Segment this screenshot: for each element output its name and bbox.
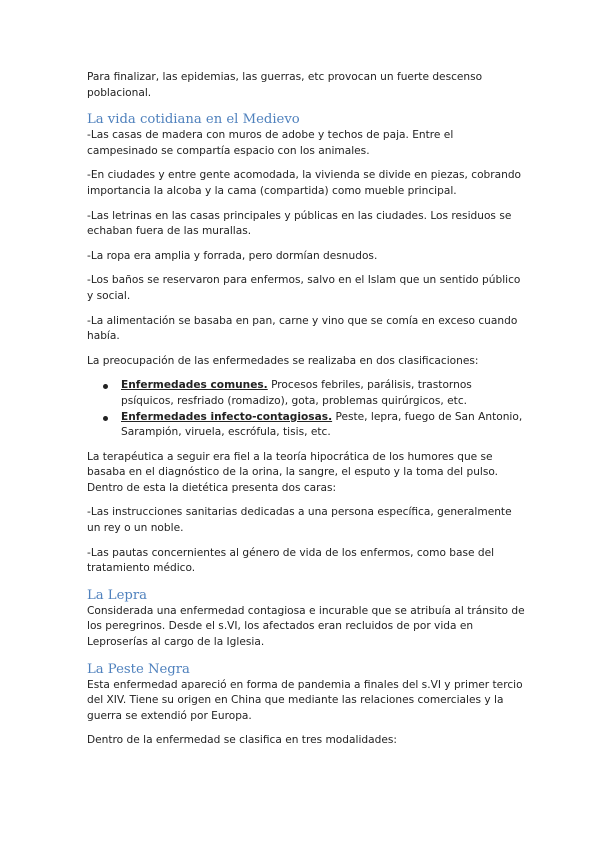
heading-vida-cotidiana: La vida cotidiana en el Medievo bbox=[87, 112, 300, 128]
list-item-term: Enfermedades comunes. bbox=[121, 379, 268, 392]
disease-classification-list bbox=[87, 378, 527, 440]
paragraph-banos: -Los baños se reservaron para enfermos, salvo en el Islam que un sentido público y social. bbox=[87, 274, 521, 302]
heading-peste-negra: La Peste Negra bbox=[87, 661, 190, 677]
paragraph-ropa: -La ropa era amplia y forrada, pero dormían desnudos. bbox=[87, 249, 378, 262]
list-item bbox=[121, 410, 527, 441]
paragraph-intro: Para finalizar, las epidemias, las guerras, etc provocan un fuerte descenso poblacional. bbox=[87, 71, 483, 99]
paragraph-instrucciones: -Las instrucciones sanitarias dedicadas a una persona específica, generalmente un rey o un noble. bbox=[87, 506, 512, 535]
paragraph-lepra: Considerada una enfermedad contagiosa e incurable que se atribuía al tránsito de los peregrinos. Desde el s.VI, los afectados eran recluidos de por vida en Leproserías al cargo de la Iglesia. bbox=[87, 604, 525, 649]
paragraph-preocupacion: La preocupación de las enfermedades se realizaba en dos clasificaciones: bbox=[87, 354, 479, 367]
paragraph-peste: Esta enfermedad apareció en forma de pandemia a finales del s.VI y primer tercio del XIV. Tiene su origen en China que mediante las relaciones comerciales y la guerra se extendió por Europa. bbox=[87, 678, 523, 722]
paragraph-casas: -Las casas de madera con muros de adobe y techos de paja. Entre el campesinado se compartía espacio con los animales. bbox=[87, 129, 454, 157]
bullet-icon bbox=[103, 416, 108, 421]
list-item-term: Enfermedades infecto-contagiosas. bbox=[121, 410, 333, 423]
paragraph-modalidades: Dentro de la enfermedad se clasifica en tres modalidades: bbox=[87, 734, 397, 747]
bullet-icon bbox=[103, 384, 108, 389]
list-item bbox=[121, 378, 527, 409]
list-item-text: Peste, lepra, fuego de San Antonio, Sarampión, viruela, escrófula, tisis, etc. bbox=[121, 410, 523, 439]
paragraph-terapeutica: La terapéutica a seguir era fiel a la teoría hipocrática de los humores que se basaba en el diagnóstico de la orina, la sangre, el esputo y la toma del pulso. Dentro de esta la dietética presenta dos caras: bbox=[87, 450, 499, 494]
paragraph-alimentacion: -La alimentación se basaba en pan, carne y vino que se comía en exceso cuando había. bbox=[87, 314, 518, 343]
document-body bbox=[87, 70, 527, 758]
paragraph-ciudades: -En ciudades y entre gente acomodada, la vivienda se divide en piezas, cobrando importancia la alcoba y la cama (compartida) como mueble principal. bbox=[87, 169, 522, 197]
paragraph-pautas: -Las pautas concernientes al género de vida de los enfermos, como base del tratamiento médico. bbox=[87, 546, 495, 575]
heading-lepra: La Lepra bbox=[87, 587, 147, 603]
paragraph-letrinas: -Las letrinas en las casas principales y públicas en las ciudades. Los residuos se echaban fuera de las murallas. bbox=[87, 209, 512, 238]
list-item-text: Procesos febriles, parálisis, trastornos psíquicos, resfriado (romadizo), gota, problemas quirúrgicos, etc. bbox=[121, 379, 472, 407]
